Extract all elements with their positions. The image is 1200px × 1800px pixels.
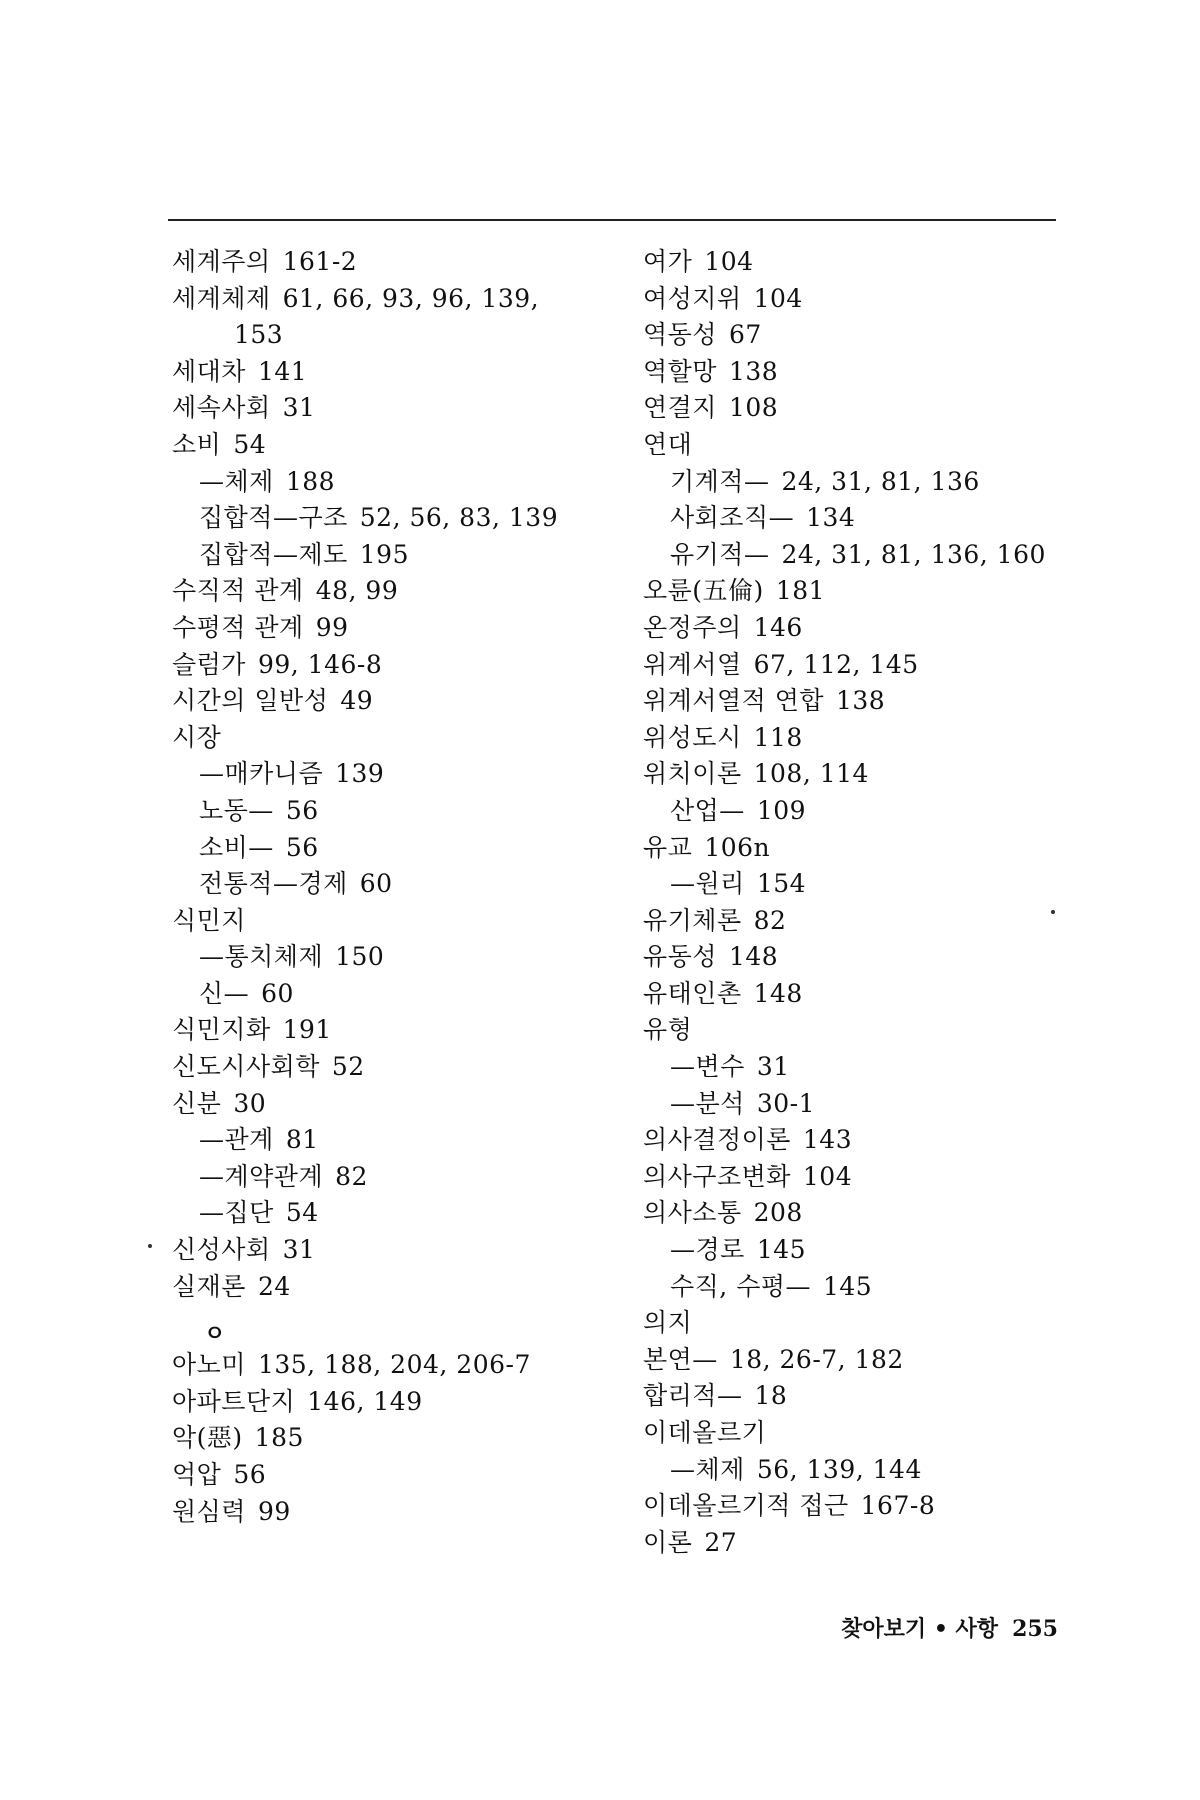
- index-entry: [643, 1086, 1063, 1123]
- index-term: 여가: [643, 247, 693, 276]
- index-term: 세속사회: [172, 393, 271, 423]
- page-number: 255: [1012, 1616, 1058, 1642]
- index-pages: 27: [704, 1527, 738, 1557]
- index-entry: [643, 1342, 1063, 1379]
- index-pages: 56: [285, 795, 319, 825]
- index-entry: [643, 1269, 1063, 1306]
- index-entry: [643, 610, 1063, 647]
- index-entry: [172, 390, 622, 427]
- index-pages: 146: [753, 612, 803, 642]
- index-entry: [172, 903, 622, 940]
- index-pages: 108: [728, 393, 779, 423]
- index-pages: 54: [233, 429, 267, 459]
- index-term: 수직적 관계: [172, 576, 304, 606]
- index-term: 의지: [643, 1308, 693, 1338]
- index-pages: 185: [254, 1423, 304, 1453]
- index-term: 기계적—: [670, 466, 770, 496]
- index-pages: 208: [753, 1198, 803, 1228]
- index-entry: [172, 1269, 622, 1306]
- index-term: 아파트단지: [172, 1386, 296, 1416]
- index-pages: 31: [282, 393, 316, 423]
- index-term: 유기적—: [670, 539, 770, 569]
- index-pages: 143: [802, 1125, 853, 1155]
- index-term: 수평적 관계: [172, 612, 304, 642]
- index-term: 유태인촌: [643, 978, 742, 1008]
- index-pages: 24, 31, 81, 136: [781, 466, 980, 496]
- index-pages: 24, 31, 81, 136, 160: [781, 539, 1046, 569]
- header-rule: [168, 219, 1056, 221]
- index-entry: [172, 793, 622, 830]
- index-pages: 18: [754, 1381, 788, 1411]
- index-entry: [643, 756, 1063, 793]
- index-pages: 118: [753, 722, 803, 752]
- index-entry: [643, 573, 1063, 610]
- index-entry: [643, 830, 1063, 867]
- index-entry: [643, 390, 1063, 427]
- index-pages: 48, 99: [315, 576, 399, 606]
- index-term: 슬럼가: [172, 649, 246, 679]
- index-term: 억압: [172, 1460, 222, 1489]
- index-entry: [172, 1195, 622, 1232]
- index-entry: [172, 1420, 622, 1457]
- index-entry: [643, 1488, 1063, 1525]
- index-term: —집단: [199, 1198, 274, 1228]
- index-term: 소비—: [199, 832, 274, 862]
- index-term: 시장: [172, 722, 222, 752]
- index-term: 세대차: [172, 356, 246, 386]
- index-entry: [643, 464, 1063, 501]
- index-pages: 108, 114: [753, 759, 869, 789]
- index-column-right: [643, 244, 1063, 1561]
- index-term: 유기체론: [643, 905, 742, 935]
- index-entry: [643, 1122, 1063, 1159]
- index-pages: 134: [806, 503, 856, 533]
- index-pages: 145: [756, 1235, 807, 1265]
- index-term: 의사구조변화: [643, 1161, 791, 1191]
- index-entry: [172, 610, 622, 647]
- index-term: 합리적—: [643, 1381, 743, 1411]
- index-term: 유교: [643, 832, 693, 862]
- index-entry: [172, 756, 622, 793]
- section-heading: [172, 1305, 622, 1347]
- index-entry: [172, 647, 622, 684]
- index-entry: [172, 1086, 622, 1123]
- index-term: ㅇ: [204, 1322, 226, 1348]
- index-pages: 24: [257, 1271, 291, 1301]
- index-entry: [172, 354, 622, 391]
- index-entry: [172, 500, 622, 537]
- index-pages: 148: [728, 942, 779, 972]
- index-term: 역동성: [643, 320, 717, 350]
- index-entry: [643, 683, 1063, 720]
- index-entry: [172, 1049, 622, 1086]
- index-term: 이데올르기: [643, 1418, 767, 1447]
- index-pages: 104: [753, 283, 803, 313]
- speck-mark: [148, 1244, 152, 1248]
- index-term: 의사소통: [643, 1198, 742, 1228]
- index-entry: [643, 793, 1063, 830]
- index-term: 세계주의: [172, 247, 271, 276]
- index-pages: 52: [331, 1052, 365, 1082]
- index-term: 위계서열: [643, 649, 742, 679]
- index-pages: 150: [335, 942, 385, 972]
- index-entry: [172, 1347, 622, 1384]
- index-entry: [643, 354, 1063, 391]
- index-term: 신도시사회학: [172, 1052, 320, 1082]
- index-term: 신성사회: [172, 1235, 271, 1265]
- index-term: 아노미: [172, 1350, 246, 1380]
- index-pages: 99: [315, 612, 349, 642]
- index-term: 노동—: [199, 795, 274, 825]
- index-term: —매카니즘: [199, 759, 324, 789]
- index-entry: [643, 976, 1063, 1013]
- index-pages: 104: [802, 1161, 853, 1191]
- index-entry: [172, 427, 622, 464]
- index-pages: 82: [335, 1161, 368, 1191]
- speck-mark: [1051, 910, 1055, 914]
- index-pages: 99, 146-8: [257, 649, 383, 679]
- index-term: 집합적—구조: [199, 503, 348, 533]
- index-pages: 181: [775, 576, 826, 606]
- index-term: 신분: [172, 1088, 222, 1118]
- index-pages: 104: [704, 247, 754, 276]
- index-term: 위치이론: [643, 759, 742, 789]
- index-term: 역할망: [643, 356, 717, 386]
- footer-label: 찾아보기 • 사항: [841, 1617, 999, 1642]
- index-entry: [172, 573, 622, 610]
- index-pages: 154: [756, 869, 807, 899]
- index-pages: 60: [359, 869, 393, 899]
- index-pages: 146, 149: [307, 1386, 423, 1416]
- index-pages: 145: [823, 1271, 873, 1301]
- index-pages: 167-8: [860, 1491, 936, 1521]
- index-entry: [172, 939, 622, 976]
- index-term: —관계: [199, 1125, 274, 1155]
- index-entry: [172, 1159, 622, 1196]
- index-entry: [172, 866, 622, 903]
- index-pages: 82: [753, 905, 787, 935]
- index-term: 집합적—제도: [199, 539, 348, 569]
- index-entry: [172, 1384, 622, 1421]
- index-entry: [172, 830, 622, 867]
- index-entry: [643, 1049, 1063, 1086]
- index-entry: [172, 976, 622, 1013]
- index-entry: [172, 1494, 622, 1531]
- index-entry: [172, 1457, 622, 1494]
- page-footer: [841, 1612, 1058, 1643]
- index-entry: [643, 1525, 1063, 1562]
- index-entry: [643, 1415, 1063, 1452]
- index-pages: 191: [282, 1015, 332, 1045]
- index-term: —체제: [199, 466, 274, 496]
- index-term: —계약관계: [199, 1161, 324, 1191]
- index-term: 사회조직—: [670, 503, 795, 533]
- index-term: 여성지위: [643, 283, 742, 313]
- index-entry: [643, 1305, 1063, 1342]
- index-pages: 138: [728, 356, 779, 386]
- index-term: 산업—: [670, 795, 745, 825]
- index-entry: [172, 1122, 622, 1159]
- index-pages: 141: [257, 356, 308, 386]
- index-entry: [643, 939, 1063, 976]
- index-pages: 30-1: [756, 1088, 815, 1118]
- index-pages: 31: [756, 1052, 790, 1082]
- index-term: 수직, 수평—: [670, 1271, 811, 1301]
- index-pages: 56, 139, 144: [756, 1454, 922, 1484]
- index-entry: [643, 1378, 1063, 1415]
- index-entry: [643, 866, 1063, 903]
- index-entry: [172, 537, 622, 574]
- index-pages: 188: [285, 466, 336, 496]
- index-pages: 56: [233, 1460, 267, 1489]
- index-term: 악(惡): [172, 1423, 243, 1453]
- index-entry: [643, 1159, 1063, 1196]
- index-pages: 161-2: [282, 247, 358, 276]
- index-term: 소비: [172, 429, 222, 459]
- index-pages: 153: [234, 320, 284, 350]
- index-pages: 49: [340, 686, 374, 716]
- index-pages: 109: [756, 795, 807, 825]
- index-entry: [172, 281, 622, 318]
- index-entry: [172, 1012, 622, 1049]
- index-entry: [172, 720, 622, 757]
- index-term: 연대: [643, 429, 693, 459]
- index-term: 연결지: [643, 393, 717, 423]
- index-term: 위성도시: [643, 722, 742, 752]
- index-term: 원심력: [172, 1496, 246, 1526]
- index-entry: [643, 427, 1063, 464]
- index-pages: 138: [836, 686, 886, 716]
- index-entry: [643, 1232, 1063, 1269]
- index-entry: [643, 537, 1063, 574]
- index-entry: [172, 683, 622, 720]
- index-term: 오륜(五倫): [643, 576, 764, 606]
- index-term: 위계서열적 연합: [643, 686, 824, 716]
- index-entry: [643, 903, 1063, 940]
- index-entry: [643, 317, 1063, 354]
- index-term: 식민지: [172, 905, 246, 935]
- index-entry: [643, 244, 1063, 281]
- index-term: —통치체제: [199, 942, 324, 972]
- index-pages: 67, 112, 145: [753, 649, 919, 679]
- index-pages: 56: [285, 832, 319, 862]
- index-term: 전통적—경제: [199, 869, 348, 899]
- index-pages: 18, 26-7, 182: [729, 1344, 904, 1374]
- index-entry: [172, 317, 622, 354]
- index-term: 온정주의: [643, 612, 742, 642]
- index-entry: [643, 720, 1063, 757]
- index-pages: 54: [285, 1198, 319, 1228]
- index-pages: 61, 66, 93, 96, 139,: [282, 283, 540, 313]
- index-term: 이데올르기적 접근: [643, 1491, 849, 1521]
- index-pages: 106n: [704, 832, 771, 862]
- index-term: 신—: [199, 978, 250, 1008]
- index-pages: 195: [359, 539, 409, 569]
- index-pages: 30: [233, 1088, 267, 1118]
- index-pages: 135, 188, 204, 206-7: [257, 1350, 531, 1380]
- index-entry: [643, 281, 1063, 318]
- index-pages: 139: [335, 759, 385, 789]
- index-term: 식민지화: [172, 1015, 271, 1045]
- index-pages: 31: [282, 1235, 316, 1265]
- index-term: 본연—: [643, 1344, 718, 1374]
- index-term: 이론: [643, 1527, 693, 1557]
- index-entry: [172, 244, 622, 281]
- index-pages: 99: [257, 1496, 291, 1526]
- index-term: 세계체제: [172, 283, 271, 313]
- index-term: 유형: [643, 1015, 693, 1045]
- index-term: 시간의 일반성: [172, 686, 329, 716]
- index-pages: 52, 56, 83, 139: [359, 503, 559, 533]
- index-entry: [643, 1012, 1063, 1049]
- index-term: 실재론: [172, 1271, 246, 1301]
- index-pages: 67: [728, 320, 762, 350]
- index-entry: [643, 1195, 1063, 1232]
- index-entry: [643, 500, 1063, 537]
- index-entry: [172, 1232, 622, 1269]
- index-term: —체제: [670, 1454, 745, 1484]
- index-pages: 60: [261, 978, 294, 1008]
- index-entry: [172, 464, 622, 501]
- index-term: —경로: [670, 1235, 745, 1265]
- index-term: —변수: [670, 1052, 745, 1082]
- index-column-left: [172, 244, 622, 1530]
- index-term: —분석: [670, 1088, 745, 1118]
- index-term: —원리: [670, 869, 745, 899]
- index-pages: 81: [285, 1125, 319, 1155]
- index-entry: [643, 1452, 1063, 1489]
- index-entry: [643, 647, 1063, 684]
- index-term: 의사결정이론: [643, 1125, 791, 1155]
- index-term: 유동성: [643, 942, 717, 972]
- index-pages: 148: [753, 978, 803, 1008]
